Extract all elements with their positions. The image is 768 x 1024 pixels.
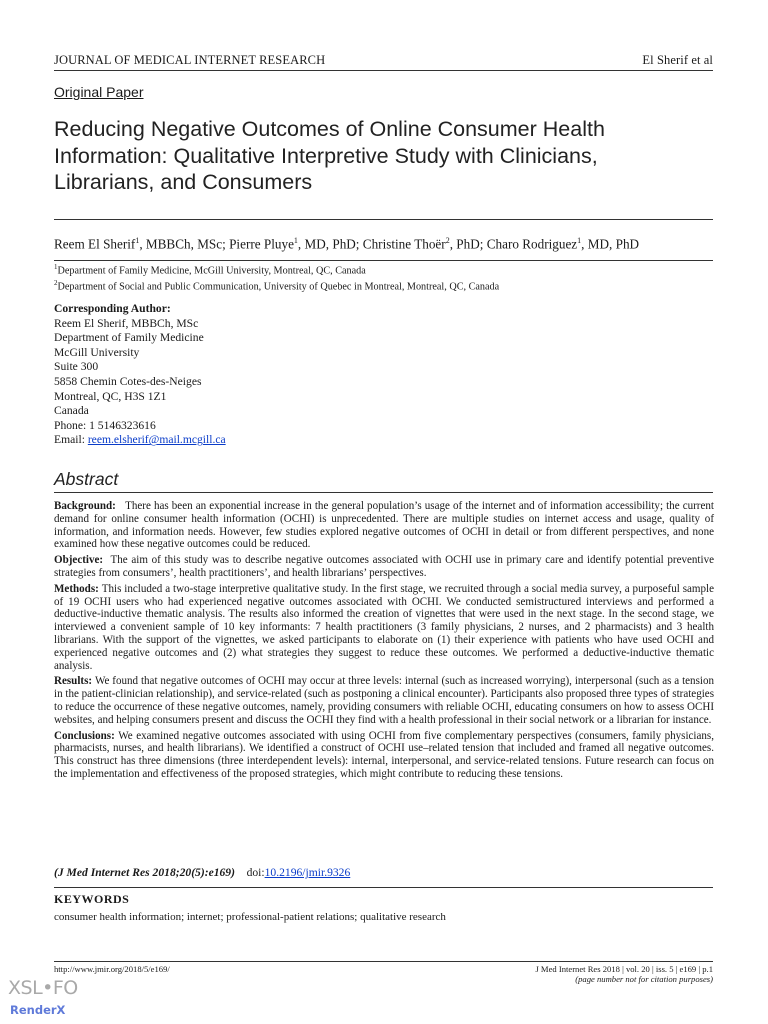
keywords-text: consumer health information; internet; professional-patient relations; qualitative research: [54, 911, 446, 923]
journal-name: JOURNAL OF MEDICAL INTERNET RESEARCH: [54, 53, 326, 67]
author-name: Christine Thoër: [362, 236, 446, 252]
section-label: Methods:: [54, 582, 99, 595]
author-sup: 1: [135, 236, 140, 245]
corresponding-line: Department of Family Medicine: [54, 331, 204, 345]
section-label: Background:: [54, 500, 116, 512]
affiliation-text: Department of Social and Public Communication, University of Quebec in Montreal, Montreal, QC, Canada: [57, 281, 500, 293]
abstract-objective: [54, 554, 714, 580]
abstract-rule: [54, 492, 713, 493]
corresponding-author-block: [54, 302, 226, 448]
author-sup: 2: [445, 236, 450, 245]
abstract-methods: [54, 583, 714, 673]
affiliation-sup: 1: [54, 263, 58, 271]
section-text: This included a two-stage interpretive qualitative study. In the first stage, we recruited through a social media survey, a purposeful sample of 19 OCHI users who had experienced negative outcomes associated with OCHI. We conducted semistructured interviews and performed a deductive-inductive thematic analysis. The results also informed the creation of vignettes that were used in the next stage. In the second stage, we interviewed a convenient sample of 10 key informants: 7 health practitioners (3 family physicians, 2 nurses, and 2 pharmacists) and 3 health librarians. With the support of the vignettes, we asked participants to elaborate on (1) their experience with patients who have used OCHI and experienced negative outcomes and (2) what strategies they suggest to reduce these outcomes. We performed a deductive-inductive thematic analysis.: [54, 582, 714, 672]
email-label: Email:: [54, 433, 88, 447]
abstract-heading: Abstract: [54, 469, 119, 489]
doi-link[interactable]: 10.2196/jmir.9326: [264, 866, 351, 879]
email-link[interactable]: reem.elsherif@mail.mcgill.ca: [87, 433, 226, 447]
section-text: The aim of this study was to describe negative outcomes associated with OCHI use in primary care and identify potential preventive strategies from consumers’, health practitioners’, and health librarians’ perspectives.: [54, 554, 714, 579]
author-name: Reem El Sherif: [54, 236, 136, 252]
author-degrees: , MBBCh, MSc;: [139, 236, 230, 252]
abstract-results: [54, 675, 714, 726]
keywords-rule: [54, 887, 713, 888]
corresponding-line: Suite 300: [54, 360, 99, 374]
corresponding-heading: Corresponding Author:: [54, 302, 171, 315]
footer-rule: [54, 961, 713, 962]
footer-page-note: (page number not for citation purposes): [575, 974, 713, 984]
section-text: We found that negative outcomes of OCHI may occur at three levels: internal (such as increased worrying), interpersonal (such as a tension in the patient-clinician relationship), and service-related (such as postponing a clinical encounter). Participants also proposed three types of strategies to reduce the occurrence of these negative outcomes, namely, providing consumers with reliable OCHI, educating consumers on how to assess OCHI websites, and helping consumers present and discuss the OCHI they find with a health professional in their social network or a librarian for instance.: [54, 675, 714, 726]
section-text: We examined negative outcomes associated with using OCHI from five complementary perspectives (consumers, family physicians, pharmacists, nurses, and health librarians). We identified a construct of OCHI use–related tension that included and framed all negative outcomes. This construct has three dimensions (three interdependent levels): internal, interpersonal, and service-related tensions. Future research can focus on the implementation and effectiveness of the proposed strategies, which might contribute to reducing these tensions.: [54, 729, 714, 780]
section-label: Objective:: [54, 554, 104, 567]
section-label: Conclusions:: [54, 729, 115, 742]
renderx-logo: RenderX: [10, 1003, 66, 1017]
footer-page-ref: J Med Internet Res 2018 | vol. 20 | iss. 5 | e169 | p.1: [535, 964, 713, 974]
corresponding-line: Phone: 1 5146323616: [54, 418, 156, 432]
corresponding-line: 5858 Chemin Cotes-des-Neiges: [54, 374, 202, 388]
corresponding-line: Montreal, QC, H3S 1Z1: [54, 389, 167, 403]
author-degrees: , MD, PhD;: [297, 236, 363, 252]
authors-rule: [54, 260, 713, 261]
title-rule: [54, 219, 713, 220]
author-name: Charo Rodriguez: [486, 236, 578, 252]
citation-line: [54, 866, 350, 879]
affiliation-text: Department of Family Medicine, McGill University, Montreal, QC, Canada: [57, 265, 366, 277]
running-author: El Sherif et al: [642, 53, 713, 67]
abstract-background: [54, 500, 714, 551]
xslfo-logo: XSL•FO: [8, 977, 78, 999]
author-degrees: , MD, PhD: [581, 236, 640, 252]
corresponding-line: Reem El Sherif, MBBCh, MSc: [54, 316, 199, 330]
corresponding-line: Canada: [54, 404, 89, 418]
section-label: Results:: [54, 675, 93, 688]
article-title: Reducing Negative Outcomes of Online Consumer Health Information: Qualitative Interpretive Study with Clinicians, Librarians, and Consumers: [54, 117, 605, 194]
affiliation-2: [54, 279, 499, 292]
author-sup: 1: [577, 236, 582, 245]
abstract-conclusions: [54, 730, 714, 781]
affiliation-1: [54, 263, 366, 276]
author-list: [54, 236, 724, 252]
corresponding-line: McGill University: [54, 345, 140, 359]
header-rule: [54, 70, 713, 71]
section-text: There has been an exponential increase in the general population’s usage of the internet and of information accessibility; the current demand for online consumer health information (OCHI) is unprecedented. There are multiple studies on internet access and usage, quality of information, and information needs. However, few studies explored negative outcomes of OCHI in detail or from different perspectives, and none examined how these negative outcomes could be reduced.: [54, 500, 714, 551]
footer-url[interactable]: http://www.jmir.org/2018/5/e169/: [54, 964, 170, 974]
doi-label: doi:: [246, 866, 265, 879]
author-name: Pierre Pluye: [229, 236, 294, 252]
author-sup: 1: [293, 236, 298, 245]
abstract-body: [54, 500, 714, 784]
author-degrees: , PhD;: [449, 236, 487, 252]
affiliation-sup: 2: [54, 279, 58, 287]
article-type: Original Paper: [54, 84, 144, 100]
citation-ref: (J Med Internet Res 2018;20(5):e169): [54, 866, 235, 879]
keywords-heading: KEYWORDS: [54, 892, 130, 906]
